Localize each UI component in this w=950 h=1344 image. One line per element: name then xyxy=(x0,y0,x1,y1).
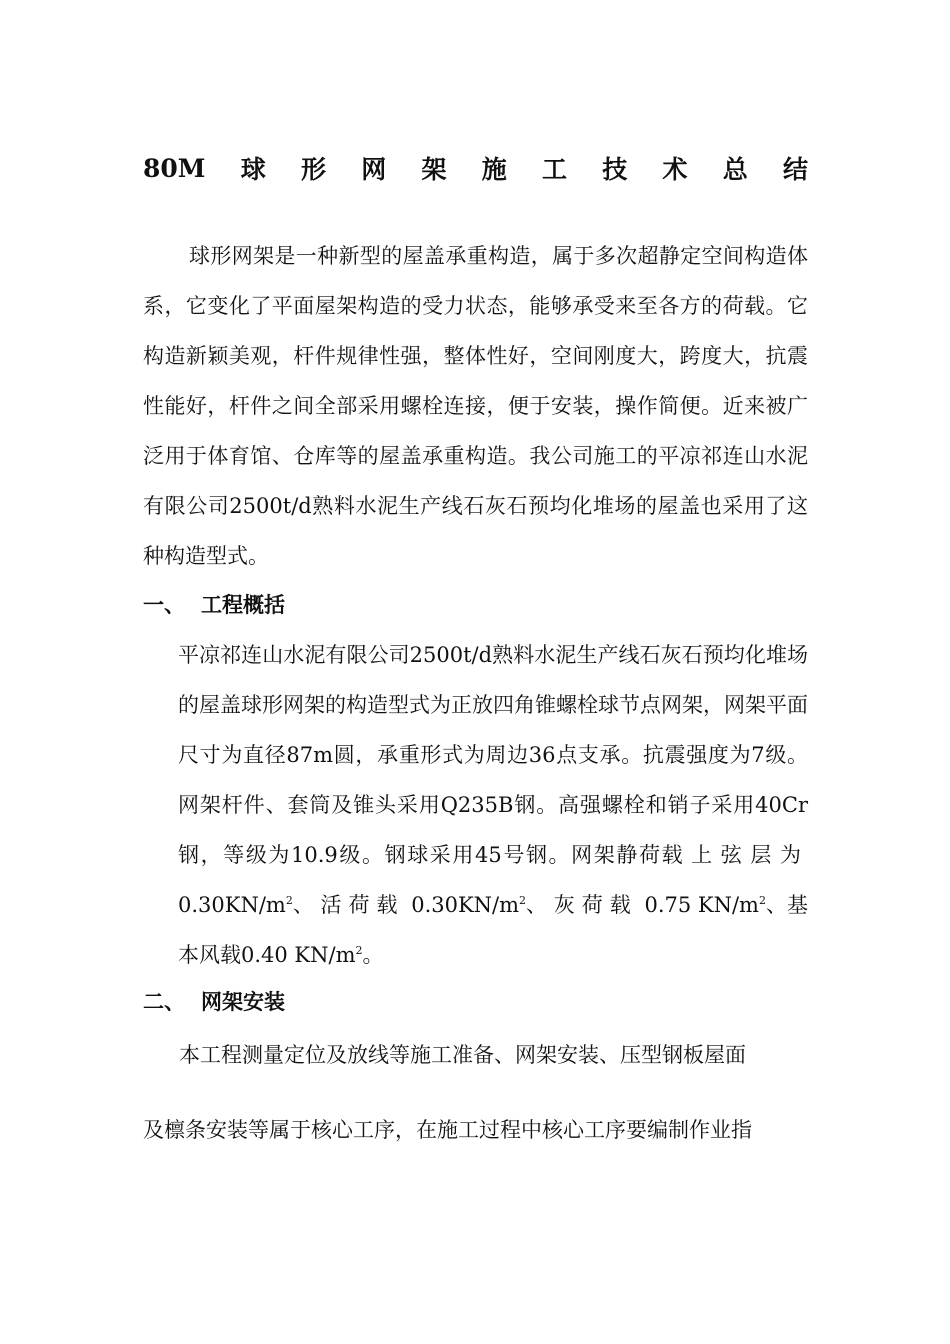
load-4-label: 基本风载 xyxy=(178,893,808,967)
separator: 、 xyxy=(765,893,787,917)
separator: 、 xyxy=(526,893,548,917)
section-2-heading xyxy=(143,982,285,1022)
load-2-value: 0.30KN/m xyxy=(411,893,520,917)
title-char: 工 xyxy=(541,155,567,184)
load-3-label: 灰荷载 xyxy=(553,893,638,917)
section-2-title: 网架安装 xyxy=(201,989,285,1014)
title-prefix: 80M xyxy=(143,153,206,183)
superscript: 2 xyxy=(285,894,293,907)
title-char: 施 xyxy=(481,155,507,184)
section-2-number: 二、 xyxy=(143,989,185,1014)
separator: 、 xyxy=(292,893,314,917)
title-char: 球 xyxy=(240,155,266,184)
title-char: 形 xyxy=(300,155,326,184)
document-title xyxy=(143,150,808,186)
title-char: 术 xyxy=(662,155,688,184)
period: 。 xyxy=(362,943,384,967)
title-char: 架 xyxy=(421,155,447,184)
load-3-value: 0.75 xyxy=(644,893,692,917)
section-2-line-2: 及檩条安装等属于核心工序，在施工过程中核心工序要编制作业指 xyxy=(143,1118,752,1142)
title-char: 总 xyxy=(722,155,748,184)
superscript: 2 xyxy=(758,894,766,907)
load-4-value: 0.40 KN/m xyxy=(241,943,356,967)
intro-paragraph: 球形网架是一种新型的屋盖承重构造，属于多次超静定空间构造体系，它变化了平面屋架构造的受力状态，能够承受来至各方的荷载。它构造新颖美观，杆件规律性强，整体性好，空间刚度大，跨度大，抗震性能好，杆件之间全部采用螺栓连接，便于安装，操作简便。近来被广泛用于体育馆、仓库等的屋盖承重构造。我公司施工的平凉祁连山水泥有限公司2500t/d熟料水泥生产线石灰石预均化堆场的屋盖也采用了这种构造型式。 xyxy=(143,244,808,568)
title-char: 网 xyxy=(361,155,387,184)
superscript: 2 xyxy=(519,894,527,907)
load-1-value: 0.30KN/m xyxy=(178,893,286,917)
section-2-line-1: 本工程测量定位及放线等施工准备、网架安装、压型钢板屋面 xyxy=(179,1043,746,1067)
section-1-title: 工程概括 xyxy=(201,592,285,617)
section-1-number: 一、 xyxy=(143,592,185,617)
load-2-label: 活荷载 xyxy=(320,893,405,917)
load-1-label: 载上弦层为 xyxy=(661,843,808,867)
superscript: 2 xyxy=(355,944,363,957)
title-char: 技 xyxy=(602,155,628,184)
section-1-text: 平凉祁连山水泥有限公司2500t/d熟料水泥生产线石灰石预均化堆场的屋盖球形网架的构造型式为正放四角锥螺栓球节点网架，网架平面尺寸为直径87m圆，承重形式为周边36点支承。抗震强度为7级。网架杆件、套筒及锥头采用Q235B钢。高强螺栓和销子采用40Cr钢，等级为10.9级。钢球采用45号钢。网架静荷 xyxy=(178,643,808,867)
title-char: 结 xyxy=(782,155,808,184)
section-1-paragraph xyxy=(178,630,808,980)
section-1-heading xyxy=(143,585,285,625)
load-3-unit: KN/m xyxy=(697,893,759,917)
